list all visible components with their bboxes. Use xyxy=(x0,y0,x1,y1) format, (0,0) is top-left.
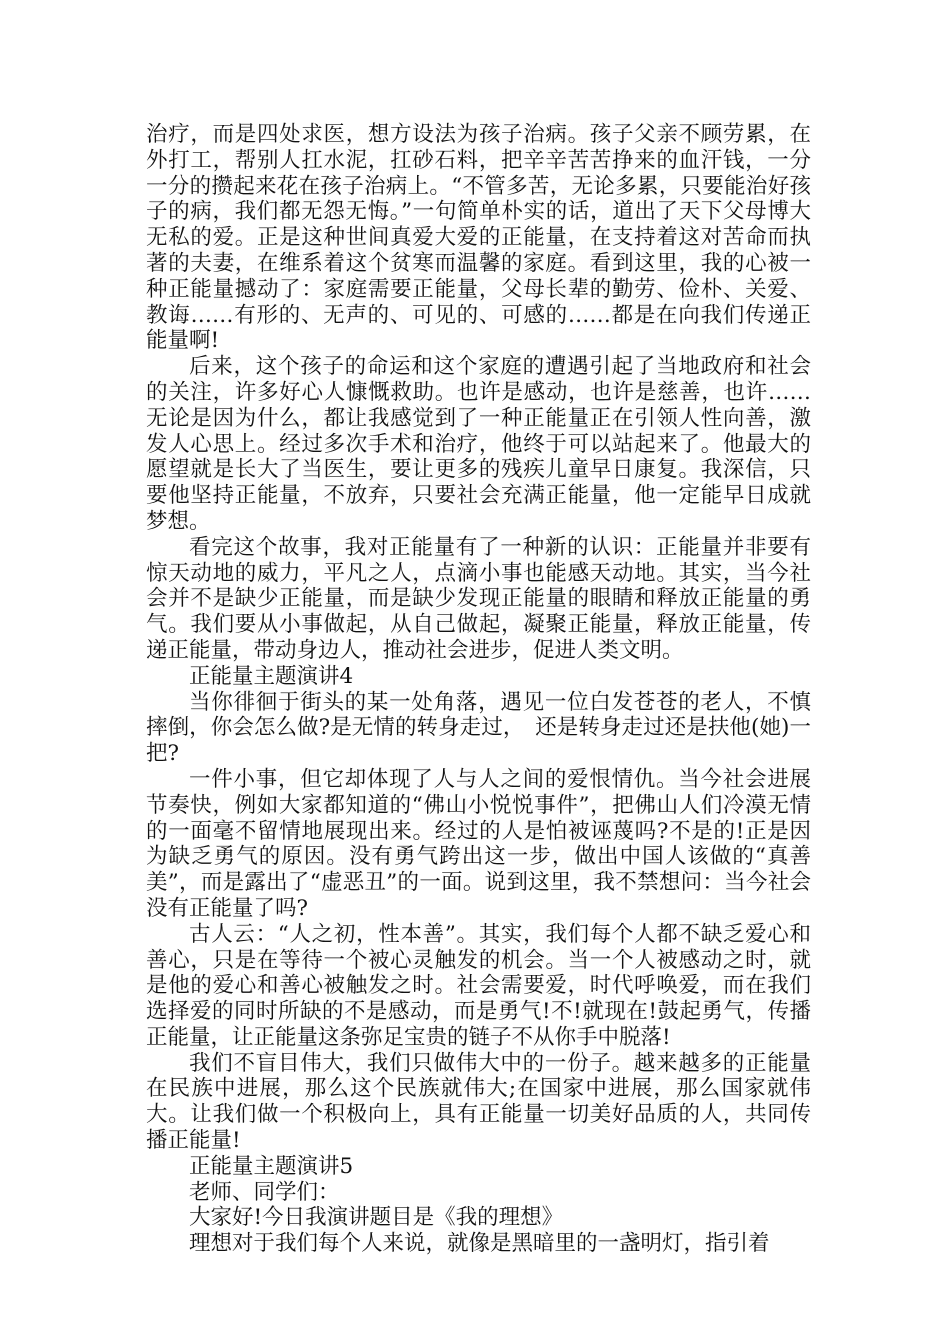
paragraph-child-future: 后来，这个孩子的命运和这个家庭的遭遇引起了当地政府和社会的关注，许多好心人慷慨救助。也许是感动，也许是慈善，也许……无论是因为什么，都让我感觉到了一种正能量正在引领人性向善，激发人心思上。经过多次手术和治疗，他终于可以站起来了。他最大的愿望就是长大了当医生，要让更多的残疾儿童早日康复。我深信，只要他坚持正能量，不放弃，只要社会充满正能量，他一定能早日成就梦想。 xyxy=(146,354,811,534)
document-page xyxy=(146,122,811,1257)
paragraph-not-blindly-great: 我们不盲目伟大，我们只做伟大中的一份子。越来越多的正能量在民族中进展，那么这个民族就伟大;在国家中进展，那么国家就伟大。让我们做一个积极向上，具有正能量一切美好品质的人，共同传播正能量! xyxy=(146,1050,811,1154)
paragraph-street-corner: 当你徘徊于街头的某一处角落，遇见一位白发苍苍的老人，不慎摔倒，你会怎么做?是无情的转身走过， 还是转身走过还是扶他(她)一把? xyxy=(146,689,811,767)
salutation: 老师、同学们： xyxy=(189,1179,340,1205)
paragraph-ancient-saying: 古人云：“人之初，性本善”。其实，我们每个人都不缺乏爱心和善心，只是在等待一个被心灵触发的机会。当一个人被感动之时，就是他的爱心和善心被触发之时。社会需要爱，时代呼唤爱，而在我们选择爱的同时所缺的不是感动，而是勇气!不!就现在!鼓起勇气，传播正能量，让正能量这条弥足宝贵的链子不从你手中脱落! xyxy=(146,921,811,1050)
paragraph-small-matter: 一件小事，但它却体现了人与人之间的爱恨情仇。当今社会进展节奏快，例如大家都知道的“佛山小悦悦事件”，把佛山人们冷漠无情的一面毫不留情地展现出来。经过的人是怕被诬蔑吗?不是的!正是因为缺乏勇气的原因。没有勇气跨出这一步，做出中国人该做的“真善美”，而是露出了“虚恶丑”的一面。说到这里，我不禁想问：当今社会没有正能量了吗? xyxy=(146,766,811,921)
speech-heading-4: 正能量主题演讲4 xyxy=(189,663,354,689)
speech-heading-5: 正能量主题演讲5 xyxy=(189,1153,354,1179)
paragraph-continued: 治疗，而是四处求医，想方设法为孩子治病。孩子父亲不顾劳累，在外打工，帮别人扛水泥，扛砂石料，把辛辛苦苦挣来的血汗钱，一分一分的攒起来花在孩子治病上。“不管多苦，无论多累，只要能治好孩子的病，我们都无怨无悔。”一句简单朴实的话，道出了天下父母博大无私的爱。正是这种世间真爱大爱的正能量，在支持着这对苦命而执著的夫妻，在维系着这个贫寒而温馨的家庭。看到这里，我的心被一种正能量撼动了：家庭需要正能量，父母长辈的勤劳、俭朴、关爱、教诲……有形的、无声的、可见的、可感的……都是在向我们传递正能量啊! xyxy=(146,122,811,354)
paragraph-new-understanding: 看完这个故事，我对正能量有了一种新的认识：正能量并非要有惊天动地的威力，平凡之人，点滴小事也能感天动地。其实，当今社会并不是缺少正能量，而是缺少发现正能量的眼睛和释放正能量的勇气。我们要从小事做起，从自己做起，凝聚正能量，释放正能量，传递正能量，带动身边人，推动社会进步，促进人类文明。 xyxy=(146,534,811,663)
paragraph-ideal: 理想对于我们每个人来说，就像是黑暗里的一盏明灯，指引着 xyxy=(189,1231,770,1257)
speech-intro: 大家好!今日我演讲题目是《我的理想》 xyxy=(189,1205,564,1231)
